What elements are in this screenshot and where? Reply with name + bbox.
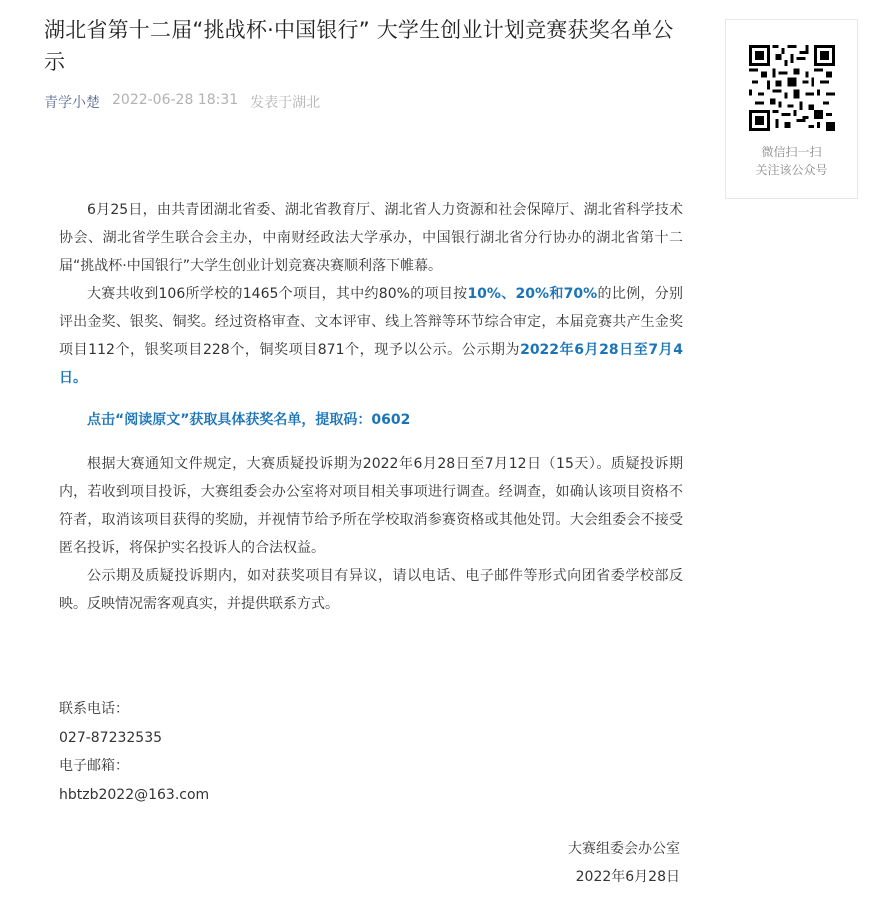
highlight-period: 2022年6月28日至7月4日。 [59,342,683,386]
email-address: hbtzb2022@163.com [59,786,210,803]
publish-datetime: 2022-06-28 18:31 [112,92,239,108]
email-label: 电子邮箱： [59,758,129,774]
read-original-link[interactable]: 点击“阅读原文”获取具体获奖名单，提取码：0602 [87,412,411,428]
signature-date: 2022年6月28日 [575,869,680,885]
publish-location: 发表于湖北 [250,95,321,111]
paragraph-3: 根据大赛通知文件规定，大赛质疑投诉期为2022年6月28日至7月12日（15天）。质疑投诉期内，若收到项目投诉，大赛组委会办公室将对项目相关事项进行调查。经调查，如确认该项目资格不符者，取消该项目获得的奖励，并视情节给予所在学校取消参赛资格或其他处罚。大会组委会不接受匿名投诉，将保护实名投诉人的合法权益。 [59,456,683,556]
qr-panel [725,19,858,199]
paragraph-4: 公示期及质疑投诉期内，如对获奖项目有异议，请以电话、电子邮件等形式向团省委学校部反映。反映情况需客观真实，并提供联系方式。 [59,568,683,612]
contact-info [59,695,209,809]
paragraph-2: 大赛共收到106所学校的1465个项目，其中约80%的项目按10%、20%和70%的比例，分别评出金奖、银奖、铜奖。经过资格审查、文本评审、线上答辩等环节综合审定，本届竞赛共产生金奖项目112个，银奖项目228个，铜奖项目871个，现予以公示。公示期为2022年6月28日至7月4日。 [59,286,684,386]
article-title: 湖北省第十二届“挑战杯·中国银行” 大学生创业计划竞赛获奖名单公示 [44,18,674,74]
author-link[interactable]: 青学小楚 [44,95,100,111]
signature-org: 大赛组委会办公室 [568,841,680,857]
phone-label: 联系电话： [59,701,129,717]
article-header [44,14,692,112]
highlight-ratio: 10%、20%和70% [467,286,598,302]
phone-number: 027-87232535 [59,729,163,746]
article-meta [44,92,692,112]
read-original-line [59,406,683,434]
paragraph-1: 6月25日，由共青团湖北省委、湖北省教育厅、湖北省人力资源和社会保障厅、湖北省科学技术协会、湖北省学生联合会主办，中南财经政法大学承办，中国银行湖北省分行协办的湖北省第十二届“挑战杯·中国银行”大学生创业计划竞赛决赛顺利落下帷幕。 [59,202,683,274]
qr-caption: 微信扫一扫 关注该公众号 [755,145,828,177]
article-body [59,196,683,618]
qr-code-icon[interactable] [749,45,835,131]
signature-block [568,835,680,891]
